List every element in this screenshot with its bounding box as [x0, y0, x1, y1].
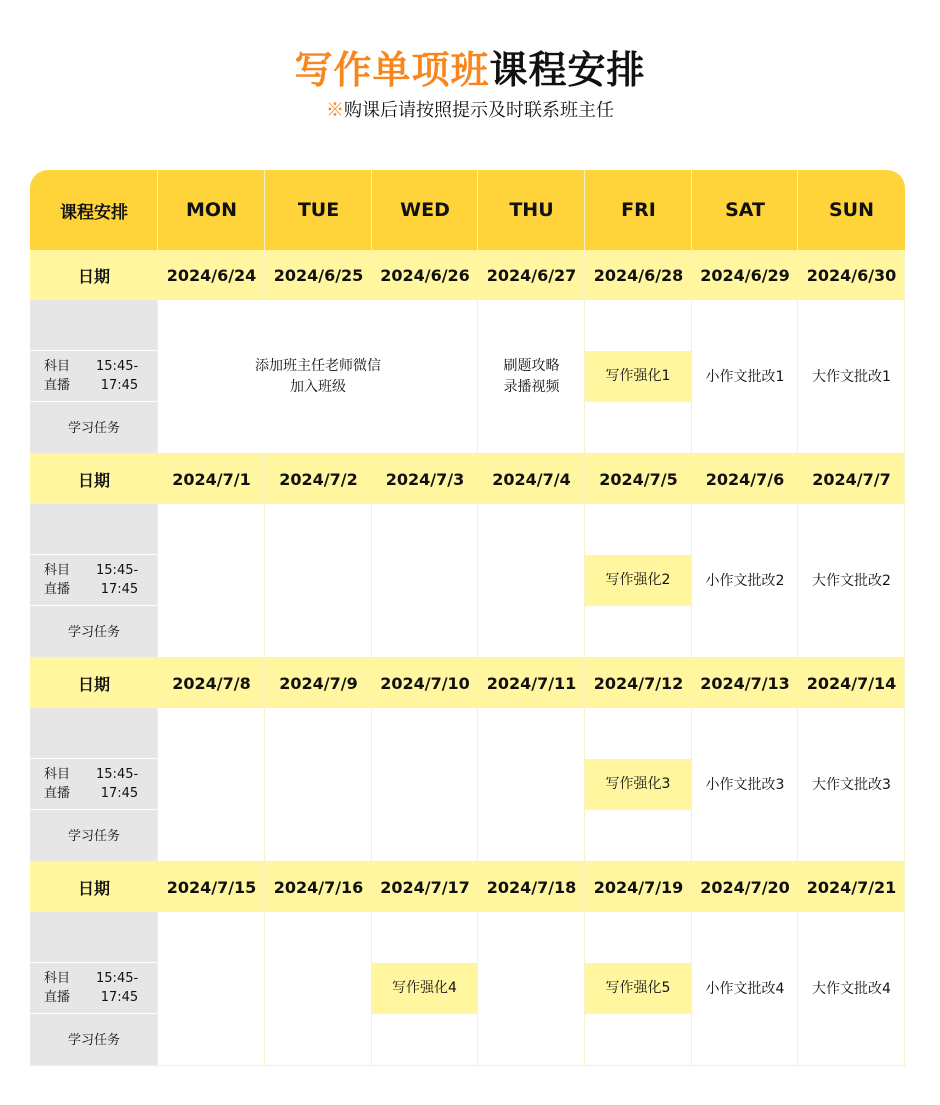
task-text: 写作强化3	[605, 776, 671, 792]
date-cell	[692, 658, 798, 708]
time-start: 15:45-	[96, 767, 139, 782]
grid-line	[157, 454, 158, 504]
date-cell	[372, 862, 478, 912]
task-line-2: 加入班级	[290, 379, 346, 395]
grid-line	[584, 658, 585, 708]
live-label: 直播	[44, 990, 71, 1005]
date-cell	[265, 250, 372, 300]
row-label-live-time	[30, 351, 158, 401]
time-end: 17:45	[100, 378, 139, 393]
date-cell	[585, 454, 692, 504]
header-day-label: MON	[186, 199, 237, 221]
subtitle-text: 购课后请按照提示及时联系班主任	[344, 100, 614, 121]
task-sun-long-essay	[798, 912, 905, 1066]
page-title	[0, 44, 940, 96]
date-value: 2024/6/28	[593, 265, 684, 285]
task-text: 小作文批改2	[705, 572, 785, 589]
grid-line	[691, 170, 692, 250]
date-cell	[372, 454, 478, 504]
date-value: 2024/6/27	[486, 265, 577, 285]
date-value: 2024/7/16	[273, 877, 364, 897]
header-day-fri	[585, 170, 692, 250]
task-sun-long-essay	[798, 708, 905, 862]
task-text: 写作强化4	[392, 980, 457, 996]
header-day-mon	[158, 170, 265, 250]
date-cell	[372, 658, 478, 708]
date-value: 2024/7/10	[380, 673, 470, 693]
grid-line	[264, 170, 265, 250]
grid-line	[264, 862, 265, 912]
grid-line	[797, 250, 798, 300]
task-fri-writing	[585, 759, 691, 810]
header-day-label: WED	[400, 199, 450, 221]
date-value: 2024/7/14	[806, 673, 897, 693]
date-value: 2024/7/19	[593, 877, 684, 897]
task-fri-writing	[585, 555, 691, 606]
header-day-label: TUE	[297, 199, 340, 221]
grid-line	[264, 250, 265, 300]
date-value: 2024/7/11	[486, 673, 577, 693]
date-value: 2024/7/8	[172, 673, 251, 693]
task-fri-writing	[585, 351, 691, 402]
date-value: 2024/6/30	[806, 265, 897, 285]
date-cell	[478, 250, 585, 300]
date-cell	[692, 862, 798, 912]
grid-line	[264, 454, 265, 504]
date-cell	[478, 454, 585, 504]
task-text: 小作文批改1	[705, 368, 785, 385]
date-value: 2024/6/29	[700, 265, 790, 285]
grid-line	[371, 454, 372, 504]
page-subtitle	[0, 98, 940, 124]
date-cell	[798, 658, 905, 708]
grid-line	[691, 658, 692, 708]
grid-line	[371, 658, 372, 708]
date-cell	[478, 658, 585, 708]
subject-label: 科目	[44, 767, 71, 782]
date-cell	[158, 862, 265, 912]
grid-line	[797, 170, 798, 250]
task-sun-long-essay	[798, 300, 905, 454]
date-cell	[158, 250, 265, 300]
task-wed-writing	[372, 963, 477, 1014]
date-cell	[158, 658, 265, 708]
date-cell	[585, 658, 692, 708]
task-text: 小作文批改3	[705, 776, 785, 793]
date-cell	[798, 862, 905, 912]
date-cell	[585, 250, 692, 300]
task-join-class	[158, 300, 478, 454]
date-value: 2024/7/6	[705, 469, 785, 489]
row-label-live-time	[30, 963, 158, 1013]
grid-line	[477, 250, 478, 300]
date-label: 日期	[77, 674, 110, 694]
date-row-label	[30, 454, 158, 504]
grid-line	[264, 708, 265, 862]
task-sat-short-essay	[692, 708, 798, 862]
date-row-label	[30, 862, 158, 912]
date-cell	[798, 454, 905, 504]
header-corner	[30, 170, 158, 250]
date-value: 2024/6/26	[380, 265, 470, 285]
date-cell	[692, 454, 798, 504]
time-end: 17:45	[100, 786, 139, 801]
task-fri-writing	[585, 963, 691, 1014]
task-thu	[478, 300, 585, 454]
grid-line	[264, 658, 265, 708]
grid-line	[584, 862, 585, 912]
grid-line	[371, 862, 372, 912]
date-value: 2024/6/25	[273, 265, 364, 285]
grid-line	[157, 250, 158, 300]
task-text: 写作强化1	[605, 368, 671, 384]
date-value: 2024/7/17	[380, 877, 470, 897]
date-value: 2024/7/7	[812, 469, 891, 489]
task-line-1: 添加班主任老师微信	[255, 358, 381, 374]
date-label: 日期	[77, 470, 110, 490]
grid-line	[477, 862, 478, 912]
row-label-study-task	[30, 1014, 158, 1066]
grid-line	[584, 170, 585, 250]
task-line-1: 刷题攻略	[503, 358, 560, 374]
header-day-label: SAT	[725, 199, 765, 221]
date-cell	[798, 250, 905, 300]
date-value: 2024/7/2	[279, 469, 358, 489]
grid-line	[264, 912, 265, 1066]
header-day-tue	[265, 170, 372, 250]
date-cell	[478, 862, 585, 912]
subject-label: 科目	[44, 563, 71, 578]
grid-line	[797, 862, 798, 912]
row-label-blank	[30, 300, 158, 350]
grid-line	[477, 658, 478, 708]
date-cell	[265, 658, 372, 708]
grid-line	[371, 250, 372, 300]
task-sun-long-essay	[798, 504, 905, 658]
header-day-label: THU	[509, 199, 554, 221]
grid-line	[477, 454, 478, 504]
row-label-study-task	[30, 402, 158, 454]
time-start: 15:45-	[96, 563, 139, 578]
task-sat-short-essay	[692, 912, 798, 1066]
date-value: 2024/7/4	[492, 469, 571, 489]
date-cell	[585, 862, 692, 912]
header-corner-label: 课程安排	[60, 202, 128, 223]
date-value: 2024/7/1	[172, 469, 251, 489]
time-end: 17:45	[100, 990, 139, 1005]
date-cell	[692, 250, 798, 300]
header-day-sat	[692, 170, 798, 250]
row-label-live-time	[30, 555, 158, 605]
grid-line	[157, 708, 158, 862]
row-label-study-task	[30, 606, 158, 658]
title-rest: 课程安排	[489, 48, 646, 92]
live-label: 直播	[44, 378, 71, 393]
live-label: 直播	[44, 582, 71, 597]
date-label: 日期	[77, 878, 110, 898]
grid-line	[477, 170, 478, 250]
study-task-label: 学习任务	[67, 624, 120, 640]
study-task-label: 学习任务	[67, 420, 120, 436]
date-cell	[372, 250, 478, 300]
task-text: 大作文批改1	[812, 368, 891, 385]
task-sat-short-essay	[692, 504, 798, 658]
row-label-blank	[30, 708, 158, 758]
date-value: 2024/7/12	[593, 673, 684, 693]
grid-line	[264, 504, 265, 658]
date-value: 2024/6/24	[166, 265, 257, 285]
study-task-label: 学习任务	[67, 828, 120, 844]
header-day-label: SUN	[828, 199, 874, 221]
header-day-thu	[478, 170, 585, 250]
live-label: 直播	[44, 786, 71, 801]
grid-line	[691, 862, 692, 912]
task-text: 小作文批改4	[705, 980, 785, 997]
grid-line	[691, 250, 692, 300]
task-text: 写作强化2	[605, 572, 671, 588]
date-cell	[265, 862, 372, 912]
grid-line	[371, 504, 372, 658]
grid-line	[371, 708, 372, 862]
date-value: 2024/7/18	[486, 877, 577, 897]
date-cell	[265, 454, 372, 504]
row-label-study-task	[30, 810, 158, 862]
time-start: 15:45-	[96, 359, 139, 374]
task-text: 大作文批改3	[812, 776, 891, 793]
subject-label: 科目	[44, 359, 71, 374]
row-label-blank	[30, 504, 158, 554]
title-highlight: 写作单项班	[294, 48, 490, 92]
date-value: 2024/7/13	[700, 673, 790, 693]
grid-line	[584, 250, 585, 300]
grid-line	[584, 454, 585, 504]
grid-line	[691, 454, 692, 504]
grid-line	[371, 170, 372, 250]
header-day-label: FRI	[621, 199, 656, 221]
task-text: 写作强化5	[605, 980, 671, 996]
subject-label: 科目	[44, 971, 71, 986]
date-label: 日期	[77, 266, 110, 286]
time-end: 17:45	[100, 582, 139, 597]
date-value: 2024/7/9	[279, 673, 358, 693]
grid-line	[477, 504, 478, 658]
time-start: 15:45-	[96, 971, 139, 986]
date-value: 2024/7/15	[166, 877, 257, 897]
task-text: 大作文批改2	[812, 572, 891, 589]
date-value: 2024/7/5	[599, 469, 678, 489]
date-row-label	[30, 250, 158, 300]
grid-line	[797, 658, 798, 708]
date-cell	[158, 454, 265, 504]
date-value: 2024/7/20	[700, 877, 790, 897]
date-value: 2024/7/3	[385, 469, 465, 489]
header-day-sun	[798, 170, 905, 250]
reference-mark-icon: ※	[326, 100, 344, 121]
task-text: 大作文批改4	[812, 980, 891, 997]
grid-line	[157, 658, 158, 708]
row-label-live-time	[30, 759, 158, 809]
row-label-blank	[30, 912, 158, 962]
date-row-label	[30, 658, 158, 708]
task-sat-short-essay	[692, 300, 798, 454]
date-value: 2024/7/21	[806, 877, 897, 897]
grid-line	[477, 708, 478, 862]
grid-line	[157, 170, 158, 250]
task-line-2: 录播视频	[503, 379, 560, 395]
grid-line	[904, 250, 905, 1066]
grid-line	[157, 862, 158, 912]
study-task-label: 学习任务	[67, 1032, 120, 1048]
grid-line	[157, 504, 158, 658]
grid-line	[797, 454, 798, 504]
header-day-wed	[372, 170, 478, 250]
grid-line	[477, 912, 478, 1066]
grid-line	[157, 912, 158, 1066]
